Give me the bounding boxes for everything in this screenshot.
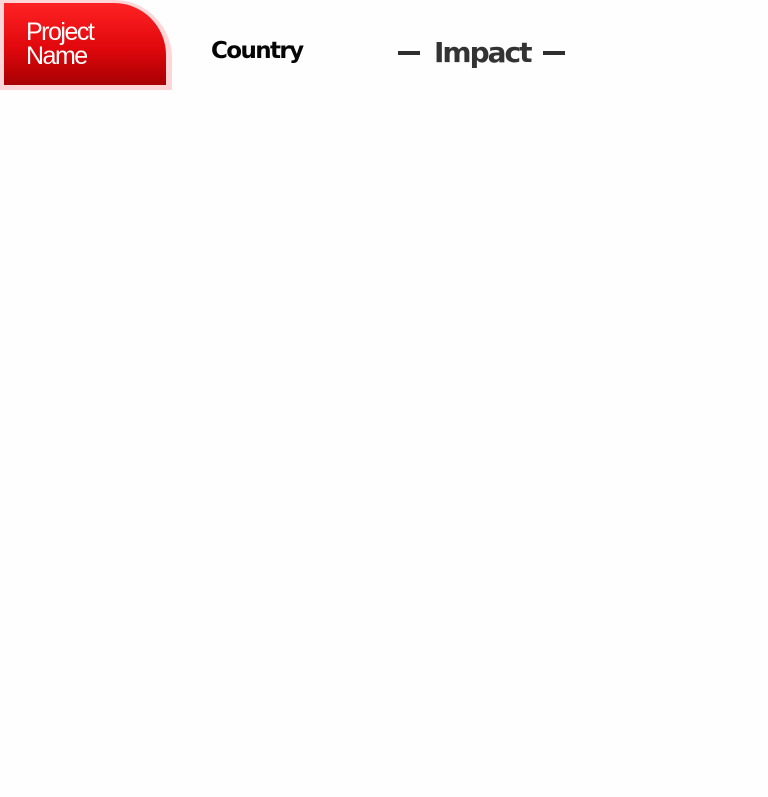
logo-badge[interactable] <box>4 3 166 85</box>
logo-line-name: Name <box>26 42 87 70</box>
logo-line-project: Project <box>26 18 94 46</box>
logo-text <box>26 20 93 68</box>
dash-left-icon <box>398 51 420 55</box>
dash-right-icon <box>543 51 565 55</box>
nav-item-impact-label: Impact <box>434 36 531 69</box>
logo-frame[interactable] <box>0 0 172 90</box>
nav-item-impact[interactable] <box>398 35 565 71</box>
nav-item-country[interactable]: Country <box>211 38 303 64</box>
